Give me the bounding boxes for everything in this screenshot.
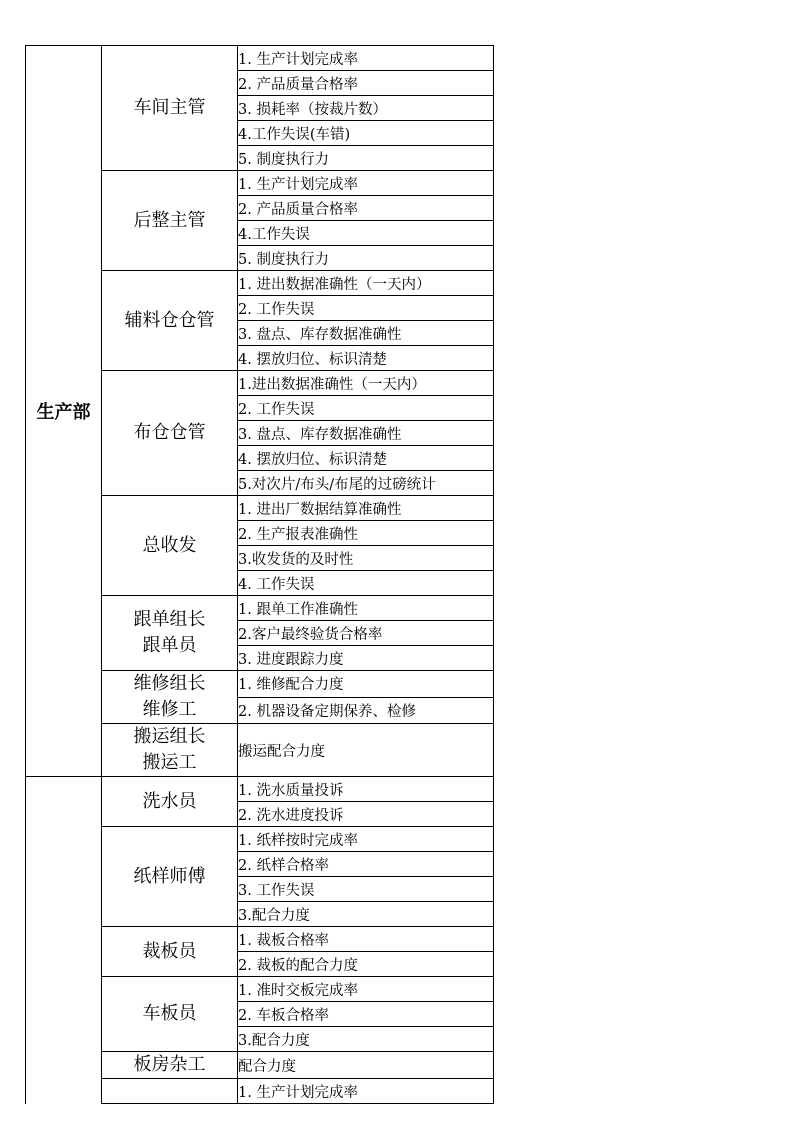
kpi-item: 2. 产品质量合格率 <box>238 71 494 96</box>
role-cell <box>102 777 238 827</box>
kpi-item: 2. 洗水进度投诉 <box>238 802 494 827</box>
kpi-item: 2. 纸样合格率 <box>238 852 494 877</box>
kpi-item: 配合力度 <box>238 1052 494 1079</box>
role-name: 裁板员 <box>142 940 197 962</box>
kpi-item: 1. 跟单工作准确性 <box>238 596 494 621</box>
kpi-item: 3. 工作失误 <box>238 877 494 902</box>
role-name: 跟单组长 <box>133 609 206 630</box>
role-cell <box>102 927 238 977</box>
kpi-item: 3. 进度跟踪力度 <box>238 646 494 671</box>
kpi-item: 搬运配合力度 <box>238 724 494 777</box>
role-cell <box>102 671 238 724</box>
kpi-item: 1. 生产计划完成率 <box>238 171 494 196</box>
role-cell <box>102 371 238 496</box>
role-cell <box>102 496 238 596</box>
role-cell <box>102 46 238 171</box>
kpi-item: 3.收发货的及时性 <box>238 546 494 571</box>
role-name: 布仓仓管 <box>133 422 206 443</box>
department-cell <box>26 777 102 1104</box>
role-name: 车板员 <box>142 1003 197 1024</box>
role-cell <box>102 977 238 1052</box>
kpi-item: 2. 生产报表准确性 <box>238 521 494 546</box>
kpi-item: 1.进出数据准确性（一天内） <box>238 371 494 396</box>
kpi-item: 3. 盘点、库存数据准确性 <box>238 321 494 346</box>
kpi-item: 1. 生产计划完成率 <box>238 1079 494 1104</box>
kpi-item: 3.配合力度 <box>238 1027 494 1052</box>
role-cell <box>102 596 238 671</box>
kpi-item: 1. 纸样按时完成率 <box>238 827 494 852</box>
role-name: 搬运组长 <box>133 726 206 747</box>
kpi-item: 1. 准时交板完成率 <box>238 977 494 1002</box>
department-cell: 生产部 <box>26 46 102 777</box>
kpi-item: 3.配合力度 <box>238 902 494 927</box>
role-cell <box>102 1052 238 1079</box>
table-row <box>26 777 494 802</box>
kpi-item: 4. 摆放归位、标识清楚 <box>238 446 494 471</box>
kpi-item: 3. 损耗率（按裁片数） <box>238 96 494 121</box>
role-name: 洗水员 <box>142 790 197 812</box>
kpi-item: 5. 制度执行力 <box>238 146 494 171</box>
role-name: 搬运工 <box>142 752 197 773</box>
role-cell <box>102 171 238 271</box>
role-name: 后整主管 <box>133 209 206 231</box>
kpi-item: 4.工作失误 <box>238 221 494 246</box>
kpi-item: 2. 工作失误 <box>238 396 494 421</box>
table-row <box>26 46 494 71</box>
kpi-item: 4. 摆放归位、标识清楚 <box>238 346 494 371</box>
role-name: 维修组长 <box>133 673 206 694</box>
kpi-item: 2. 车板合格率 <box>238 1002 494 1027</box>
kpi-item: 1. 裁板合格率 <box>238 927 494 952</box>
kpi-item: 2. 裁板的配合力度 <box>238 952 494 977</box>
evaluation-table <box>25 45 494 1104</box>
role-name: 纸样师傅 <box>133 865 206 887</box>
kpi-item: 1. 进出数据准确性（一天内） <box>238 271 494 296</box>
role-name: 辅料仓仓管 <box>124 309 215 331</box>
role-name: 总收发 <box>142 534 197 556</box>
role-cell <box>102 1079 238 1104</box>
kpi-item: 2. 产品质量合格率 <box>238 196 494 221</box>
kpi-item: 2. 机器设备定期保养、检修 <box>238 697 494 724</box>
role-cell <box>102 827 238 927</box>
kpi-item: 5.对次片/布头/布尾的过磅统计 <box>238 471 494 496</box>
role-name: 车间主管 <box>133 97 206 118</box>
role-cell <box>102 724 238 777</box>
kpi-item: 4. 工作失误 <box>238 571 494 596</box>
role-name: 板房杂工 <box>133 1054 206 1075</box>
role-name: 维修工 <box>142 699 197 720</box>
kpi-item: 2. 工作失误 <box>238 296 494 321</box>
kpi-item: 4.工作失误(车错) <box>238 121 494 146</box>
kpi-item: 1. 维修配合力度 <box>238 671 494 698</box>
role-cell <box>102 271 238 371</box>
kpi-item: 5. 制度执行力 <box>238 246 494 271</box>
kpi-item: 1. 洗水质量投诉 <box>238 777 494 802</box>
kpi-item: 3. 盘点、库存数据准确性 <box>238 421 494 446</box>
kpi-item: 2.客户最终验货合格率 <box>238 621 494 646</box>
kpi-item: 1. 生产计划完成率 <box>238 46 494 71</box>
role-name: 跟单员 <box>142 635 197 656</box>
kpi-item: 1. 进出厂数据结算准确性 <box>238 496 494 521</box>
table-body <box>26 46 494 1104</box>
